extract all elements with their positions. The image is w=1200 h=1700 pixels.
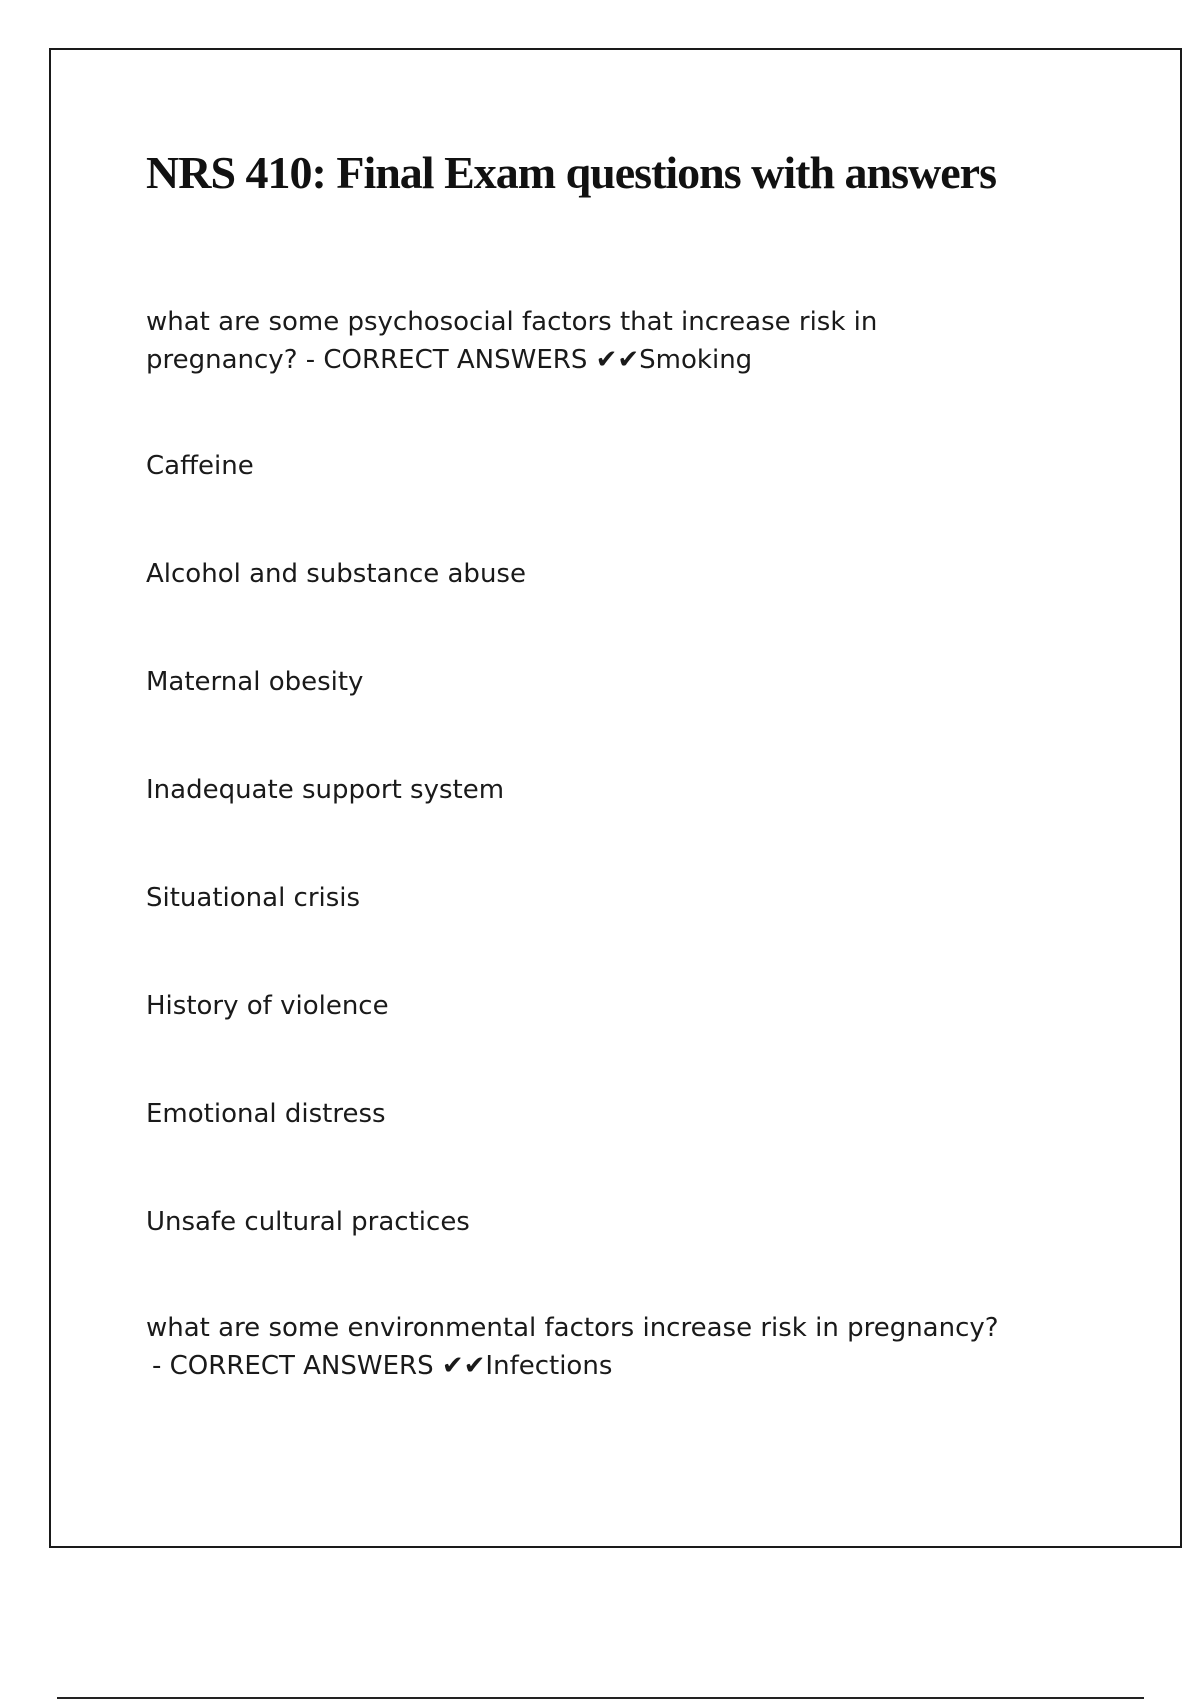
check-marks-icon: ✔✔: [595, 345, 640, 375]
answer-item: History of violence: [146, 991, 389, 1021]
question-2-text: [146, 1309, 1106, 1385]
question-1-line1: what are some psychosocial factors that increase risk in: [146, 307, 878, 337]
answer-item: Situational crisis: [146, 883, 361, 913]
document-content: [146, 303, 1106, 1385]
question-2-line2-prefix: - CORRECT ANSWERS: [152, 1351, 442, 1381]
document-title: NRS 410: Final Exam questions with answers: [146, 147, 996, 198]
answer-item: Unsafe cultural practices: [146, 1207, 470, 1237]
answer-item: Alcohol and substance abuse: [146, 559, 526, 589]
answer-item: Caffeine: [146, 451, 254, 481]
answer-item: Emotional distress: [146, 1099, 386, 1129]
question-1-text: [146, 303, 1106, 379]
question-block-1: [146, 303, 1106, 379]
question-2-first-answer: Infections: [485, 1351, 613, 1381]
answer-item: Inadequate support system: [146, 775, 505, 805]
answer-item: Maternal obesity: [146, 667, 364, 697]
question-2-line1: what are some environmental factors increase risk in pregnancy?: [146, 1313, 999, 1343]
check-marks-icon: ✔✔: [441, 1351, 486, 1381]
question-1-line2-prefix: pregnancy? - CORRECT ANSWERS: [146, 345, 596, 375]
footer-divider: [57, 1697, 1144, 1699]
question-block-2: [146, 1309, 1106, 1385]
question-1-first-answer: Smoking: [639, 345, 753, 375]
